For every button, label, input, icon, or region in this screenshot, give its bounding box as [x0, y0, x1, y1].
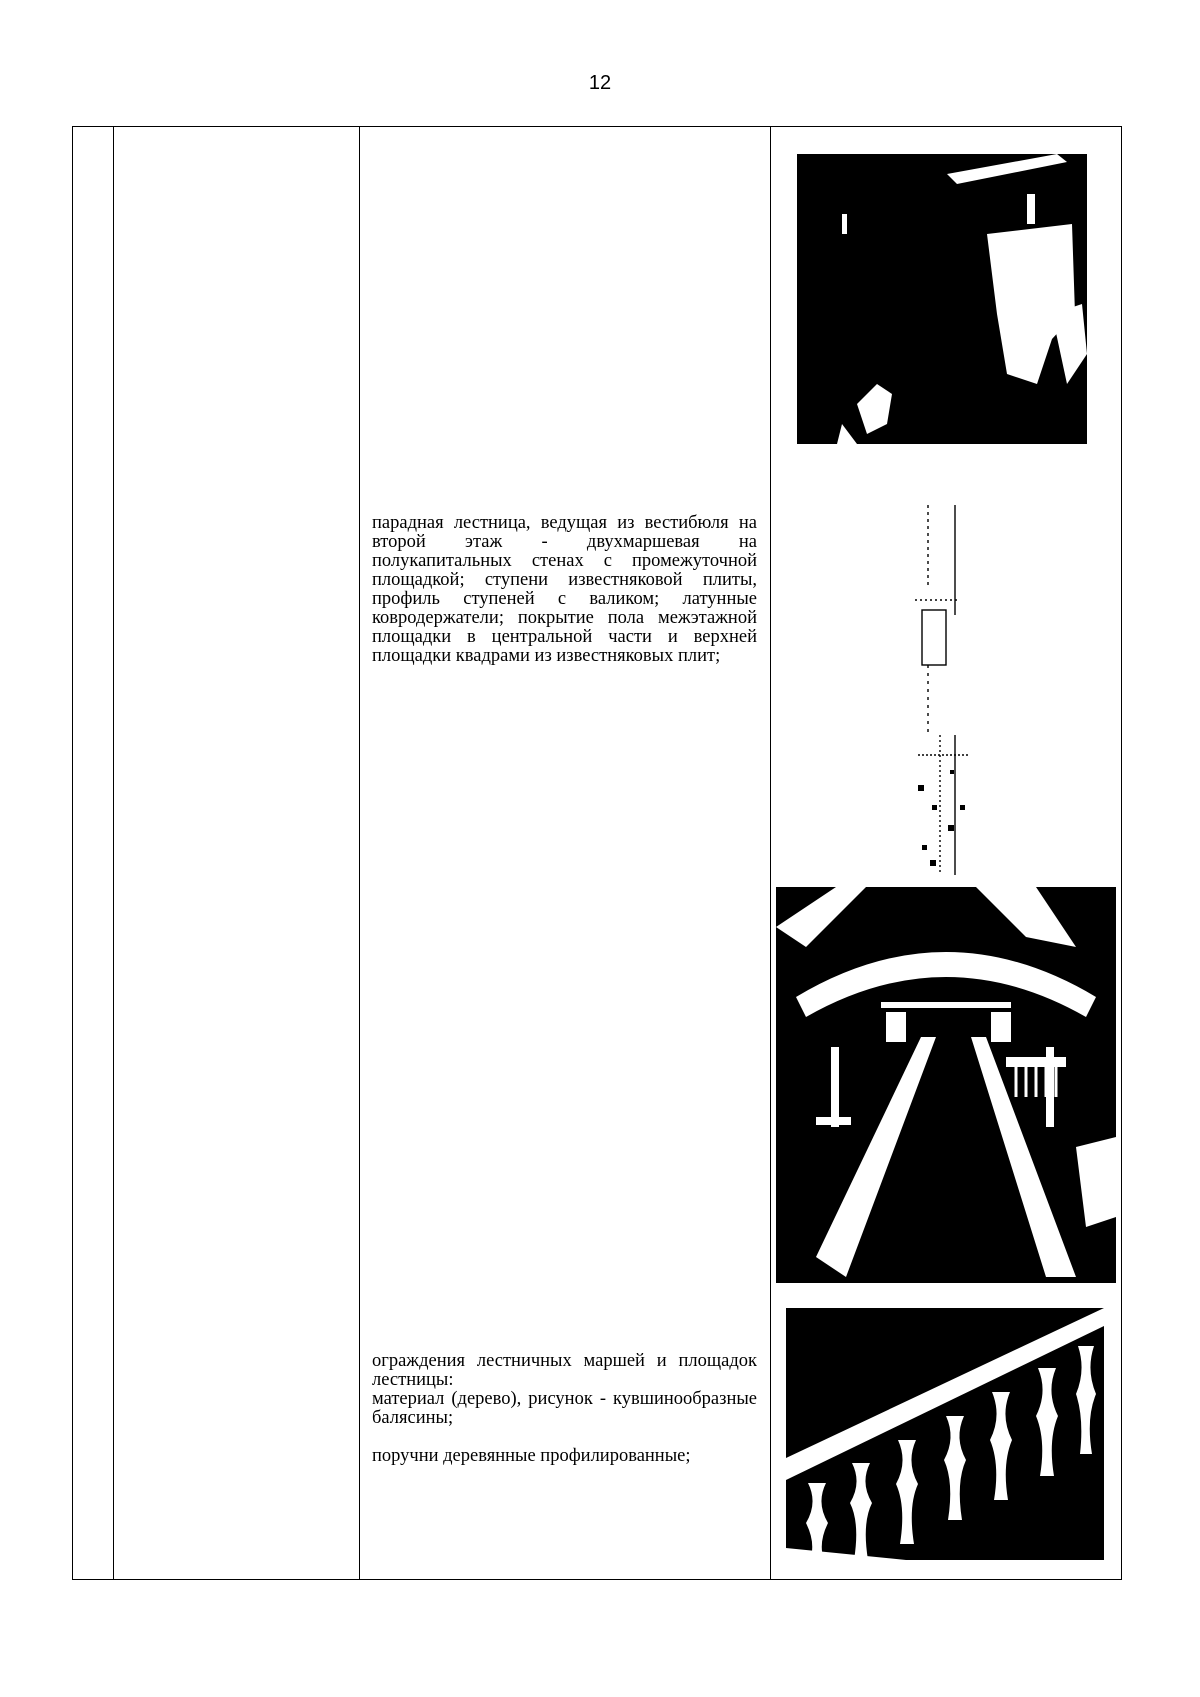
interior-photo — [797, 154, 1087, 444]
column-divider-1 — [113, 126, 114, 1580]
staircase-drawing — [900, 505, 980, 875]
staircase-description — [372, 514, 757, 666]
balusters-photo — [786, 1308, 1104, 1560]
description-paragraph — [372, 1428, 757, 1447]
description-paragraph: материал (дерево), рисунок - кувшинообразные балясины; — [372, 1389, 757, 1428]
description-paragraph: ограждения лестничных маршей и площадок лестницы: — [372, 1351, 757, 1390]
column-divider-3 — [770, 126, 771, 1580]
railing-description — [372, 1352, 757, 1466]
description-paragraph: поручни деревянные профилированные; — [372, 1446, 691, 1466]
staircase-photo — [776, 887, 1116, 1283]
column-divider-2 — [359, 126, 360, 1580]
page-number: 12 — [588, 72, 612, 94]
description-paragraph: парадная лестница, ведущая из вестибюля на второй этаж - двухмаршевая на полукапитальных стенах с промежуточной площадкой; ступени известняковой плиты, профиль ступеней с валиком; латунные ковродержатели; покрытие пола межэтажной площадки в центральной части и верхней площадки квадрами из известняковых плит; — [372, 513, 757, 666]
